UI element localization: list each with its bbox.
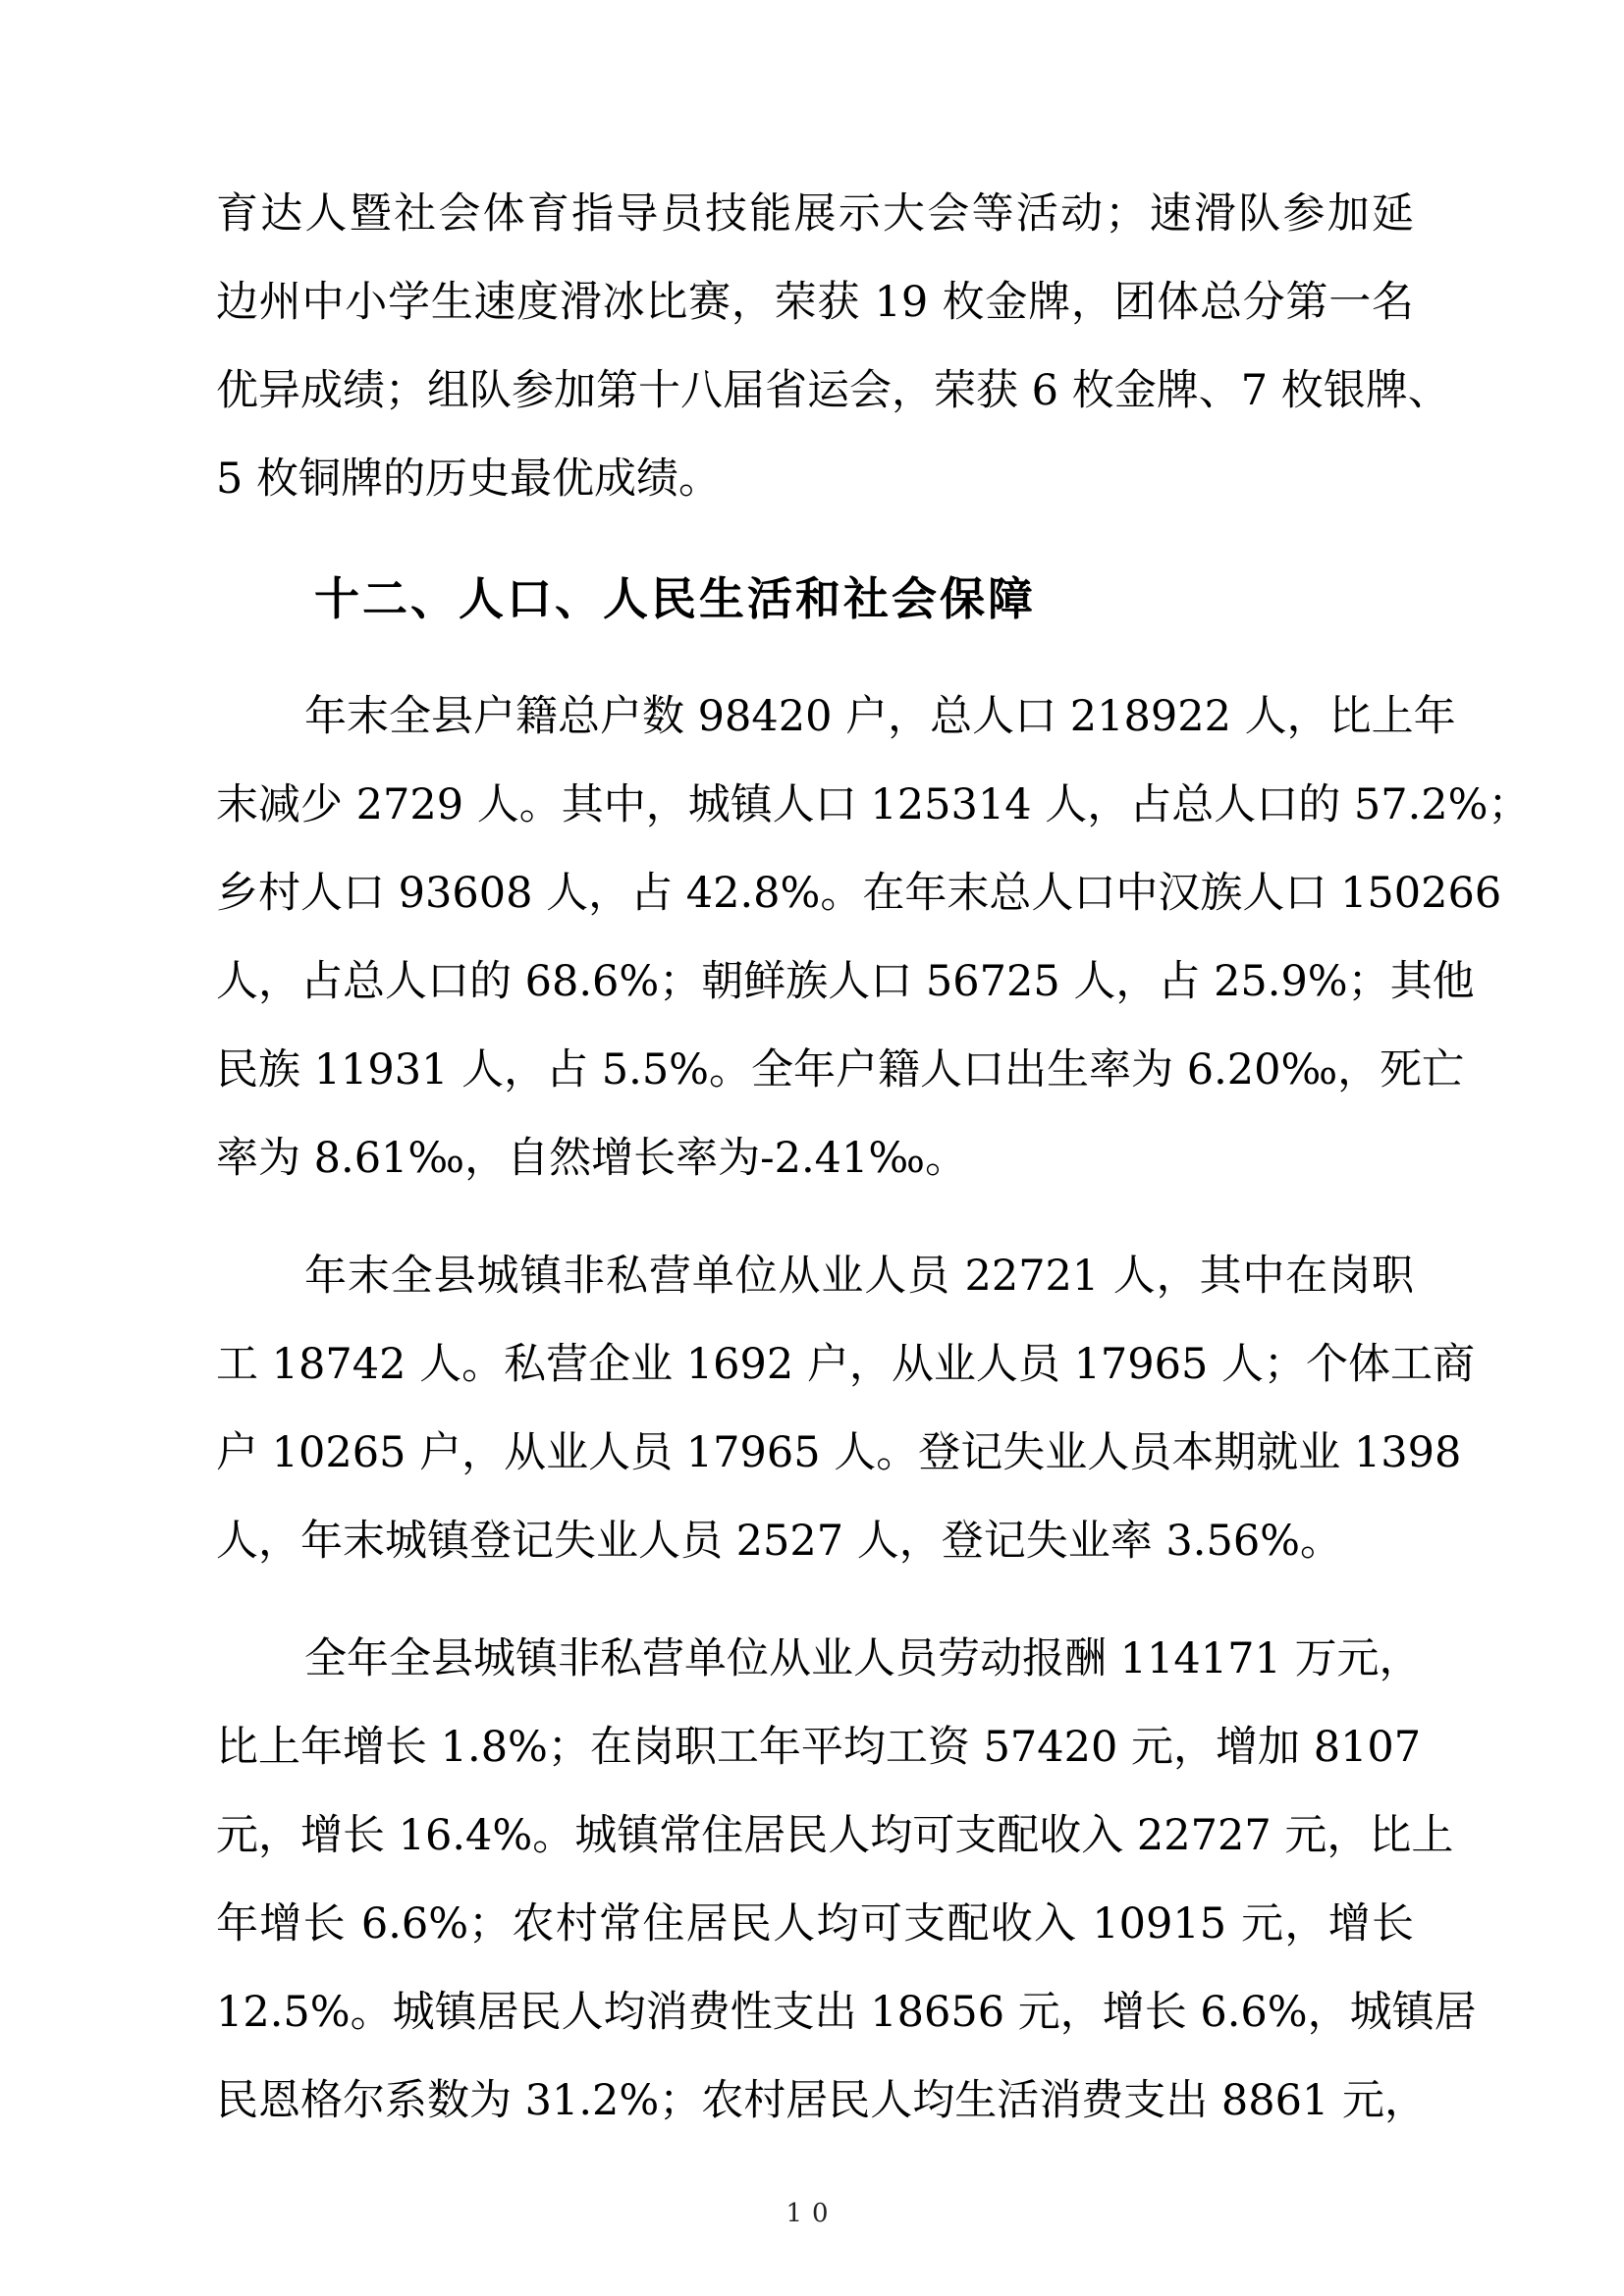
income-line-5: 12.5%。城镇居民人均消费性支出 18656 元，增长 6.6%，城镇居 — [216, 1988, 1477, 2037]
section-heading: 十二、人口、人民生活和社会保障 — [314, 572, 1036, 625]
intro-line-2: 边州中小学生速度滑冰比赛，荣获 19 枚金牌，团体总分第一名 — [216, 278, 1414, 327]
population-line-6: 率为 8.61‰，自然增长率为-2.41‰。 — [216, 1134, 968, 1183]
income-line-1: 全年全县城镇非私营单位从业人员劳动报酬 114171 万元， — [304, 1634, 1422, 1683]
employment-line-3: 户 10265 户，从业人员 17965 人。登记失业人员本期就业 1398 — [216, 1428, 1462, 1477]
employment-line-2: 工 18742 人。私营企业 1692 户，从业人员 17965 人；个体工商 — [216, 1340, 1476, 1389]
intro-line-1: 育达人暨社会体育指导员技能展示大会等活动；速滑队参加延 — [216, 189, 1414, 239]
intro-line-4: 5 枚铜牌的历史最优成绩。 — [216, 454, 722, 504]
population-line-5: 民族 11931 人，占 5.5%。全年户籍人口出生率为 6.20‰，死亡 — [216, 1045, 1465, 1095]
population-line-1: 年末全县户籍总户数 98420 户，总人口 218922 人，比上年 — [304, 692, 1456, 741]
employment-line-1: 年末全县城镇非私营单位从业人员 22721 人，其中在岗职 — [304, 1252, 1414, 1301]
income-line-6: 民恩格尔系数为 31.2%；农村居民人均生活消费支出 8861 元， — [216, 2076, 1428, 2125]
employment-line-4: 人，年末城镇登记失业人员 2527 人，登记失业率 3.56%。 — [216, 1517, 1343, 1566]
income-line-4: 年增长 6.6%；农村常住居民人均可支配收入 10915 元，增长 — [216, 1899, 1414, 1949]
income-line-2: 比上年增长 1.8%；在岗职工年平均工资 57420 元，增加 8107 — [216, 1723, 1422, 1772]
intro-line-3: 优异成绩；组队参加第十八届省运会，荣获 6 枚金牌、7 枚银牌、 — [216, 366, 1450, 415]
population-line-2: 末减少 2729 人。其中，城镇人口 125314 人，占总人口的 57.2%； — [216, 780, 1531, 829]
population-line-4: 人，占总人口的 68.6%；朝鲜族人口 56725 人，占 25.9%；其他 — [216, 957, 1475, 1006]
page-number: 10 — [785, 2199, 839, 2228]
population-line-3: 乡村人口 93608 人，占 42.8%。在年末总人口中汉族人口 150266 — [216, 869, 1502, 918]
income-line-3: 元，增长 16.4%。城镇常住居民人均可支配收入 22727 元，比上 — [216, 1811, 1454, 1860]
